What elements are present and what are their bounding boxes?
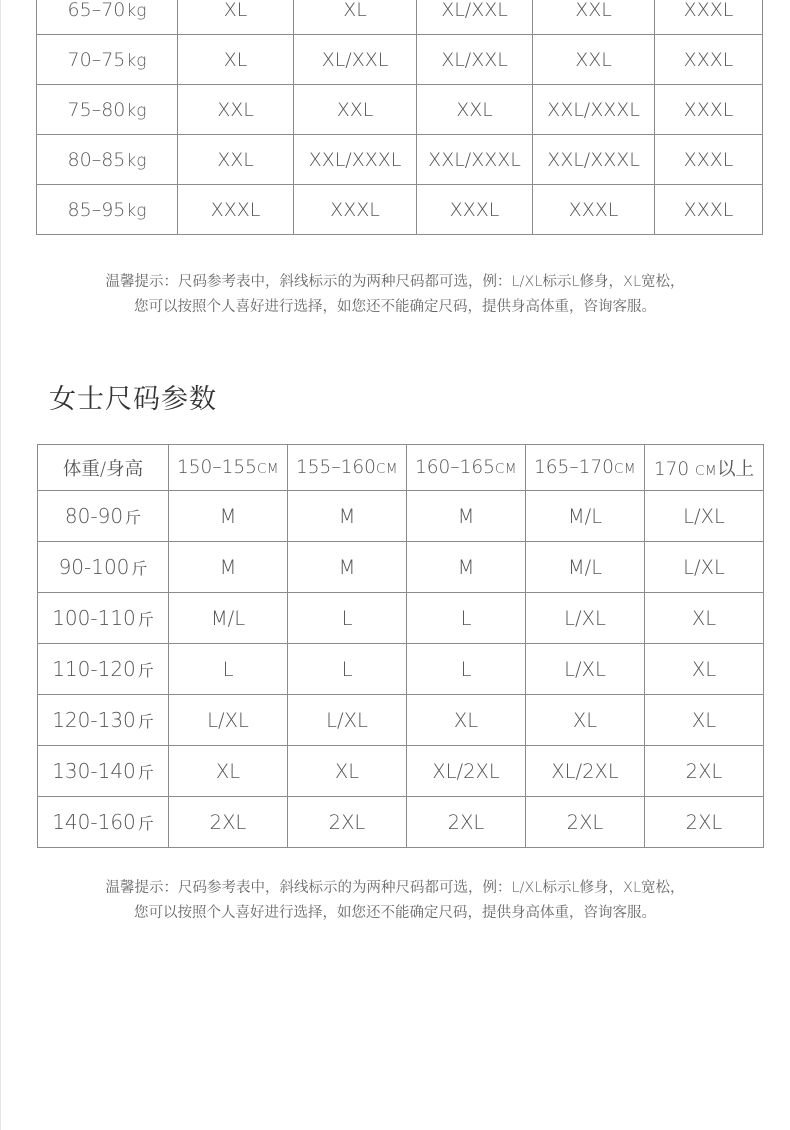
size-cell: XXXL	[655, 0, 763, 35]
size-cell: M	[169, 542, 288, 593]
size-cell: XL	[288, 746, 407, 797]
size-cell: L	[407, 593, 526, 644]
size-cell: XXL	[178, 135, 294, 185]
size-cell: XL	[169, 746, 288, 797]
corner-header: 体重/身高	[38, 445, 169, 491]
note-line: 您可以按照个人喜好进行选择，如您还不能确定尺码，提供身高体重，咨询客服。	[134, 299, 656, 315]
size-cell: L	[169, 644, 288, 695]
women-size-note	[0, 876, 790, 926]
size-cell: XL	[178, 35, 294, 85]
size-cell: 2XL	[526, 797, 645, 848]
size-cell: XXL	[533, 35, 655, 85]
size-cell: L/XL	[526, 644, 645, 695]
size-cell: L	[407, 644, 526, 695]
size-cell: XXXL	[533, 185, 655, 235]
size-cell: M/L	[526, 491, 645, 542]
table-row	[37, 135, 763, 185]
table-header-row	[38, 445, 764, 491]
size-cell: XXL	[178, 85, 294, 135]
size-cell: XL/XXL	[294, 35, 417, 85]
size-cell: M/L	[169, 593, 288, 644]
weight-cell: 100-110 斤	[38, 593, 169, 644]
size-cell: XL/2XL	[526, 746, 645, 797]
size-cell: XL	[526, 695, 645, 746]
size-cell: 2XL	[407, 797, 526, 848]
size-cell: XXL	[294, 85, 417, 135]
size-cell: 2XL	[645, 797, 764, 848]
size-cell: XXXL	[294, 185, 417, 235]
size-cell: L/XL	[526, 593, 645, 644]
size-cell: M/L	[526, 542, 645, 593]
table-row	[37, 0, 763, 35]
size-cell: M	[169, 491, 288, 542]
size-cell: XXL/XXXL	[533, 135, 655, 185]
size-cell: L/XL	[288, 695, 407, 746]
size-cell: M	[407, 542, 526, 593]
size-cell: XL	[645, 593, 764, 644]
women-size-table	[37, 444, 764, 848]
size-cell: XXXL	[655, 135, 763, 185]
weight-cell: 65–70kg	[37, 0, 178, 35]
women-section-title: 女士尺码参数	[49, 384, 217, 415]
table-row	[38, 797, 764, 848]
size-cell: XXL	[533, 0, 655, 35]
table-row	[38, 491, 764, 542]
size-cell: XXL/XXXL	[417, 135, 533, 185]
size-cell: XXXL	[655, 185, 763, 235]
size-cell: XXXL	[417, 185, 533, 235]
size-cell: L/XL	[169, 695, 288, 746]
height-header: 150–155CM	[169, 445, 288, 491]
table-row	[38, 542, 764, 593]
note-line: 您可以按照个人喜好进行选择，如您还不能确定尺码，提供身高体重，咨询客服。	[134, 905, 656, 921]
men-size-note	[0, 270, 790, 320]
weight-cell: 140-160 斤	[38, 797, 169, 848]
size-cell: M	[288, 491, 407, 542]
size-cell: XL	[645, 695, 764, 746]
table-row	[38, 695, 764, 746]
size-cell: XL	[294, 0, 417, 35]
table-row	[37, 85, 763, 135]
weight-cell: 85–95kg	[37, 185, 178, 235]
size-cell: 2XL	[645, 746, 764, 797]
size-cell: 2XL	[169, 797, 288, 848]
weight-cell: 90-100 斤	[38, 542, 169, 593]
table-row	[37, 35, 763, 85]
size-cell: L	[288, 644, 407, 695]
size-cell: XL/2XL	[407, 746, 526, 797]
height-header: 165–170CM	[526, 445, 645, 491]
size-cell: XXL/XXXL	[533, 85, 655, 135]
weight-cell: 80-90 斤	[38, 491, 169, 542]
size-cell: XL	[407, 695, 526, 746]
weight-cell: 70–75kg	[37, 35, 178, 85]
men-size-table	[36, 0, 763, 235]
size-cell: XL/XXL	[417, 0, 533, 35]
size-cell: XXL	[417, 85, 533, 135]
size-cell: M	[407, 491, 526, 542]
page-left-border	[0, 0, 1, 1130]
weight-cell: 75–80kg	[37, 85, 178, 135]
table-row	[38, 746, 764, 797]
size-cell: L/XL	[645, 491, 764, 542]
size-cell: XXXL	[655, 35, 763, 85]
height-header: 170 CM以上	[645, 445, 764, 491]
weight-cell: 110-120 斤	[38, 644, 169, 695]
size-cell: XL/XXL	[417, 35, 533, 85]
table-row	[38, 644, 764, 695]
size-cell: XL	[178, 0, 294, 35]
note-line: 温馨提示：尺码参考表中，斜线标示的为两种尺码都可选，例：L/XL标示L修身，XL宽松，	[105, 274, 685, 290]
height-header: 160–165CM	[407, 445, 526, 491]
table-row	[38, 593, 764, 644]
size-cell: XL	[645, 644, 764, 695]
size-cell: M	[288, 542, 407, 593]
weight-cell: 130-140 斤	[38, 746, 169, 797]
weight-cell: 120-130 斤	[38, 695, 169, 746]
height-header: 155–160CM	[288, 445, 407, 491]
size-cell: XXL/XXXL	[294, 135, 417, 185]
size-cell: XXXL	[178, 185, 294, 235]
size-cell: 2XL	[288, 797, 407, 848]
table-row	[37, 185, 763, 235]
size-cell: XXXL	[655, 85, 763, 135]
size-cell: L	[288, 593, 407, 644]
weight-cell: 80–85kg	[37, 135, 178, 185]
note-line: 温馨提示：尺码参考表中，斜线标示的为两种尺码都可选，例：L/XL标示L修身，XL宽松，	[105, 880, 685, 896]
size-cell: L/XL	[645, 542, 764, 593]
